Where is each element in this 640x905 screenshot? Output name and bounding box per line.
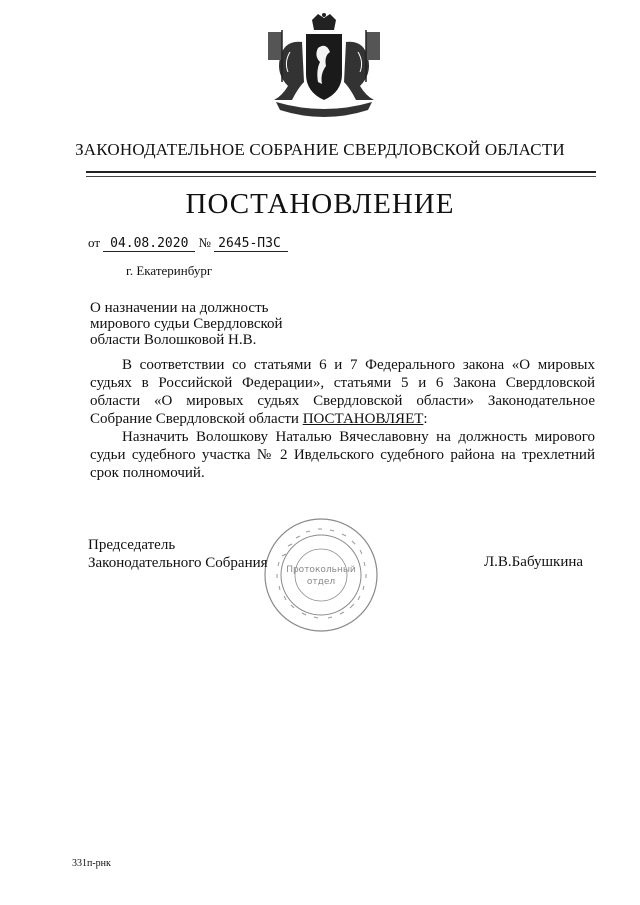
number-prefix: № [198, 235, 211, 250]
header-divider [86, 171, 596, 173]
position-line: Председатель [88, 537, 176, 553]
document-date: 04.08.2020 [103, 236, 195, 252]
date-number-row [88, 235, 288, 252]
stamp-line-2: отдел [306, 577, 336, 587]
document-number: 2645-ПЗС [214, 236, 288, 252]
header-divider-thin [86, 176, 596, 177]
signatory-position [88, 536, 268, 572]
position-line: Законодательного Собрания [88, 555, 268, 571]
organization-title: ЗАКОНОДАТЕЛЬНОЕ СОБРАНИЕ СВЕРДЛОВСКОЙ ОБЛАСТИ [75, 140, 565, 159]
body-paragraph-decision: Назначить Волошкову Наталью Вячеславовну на должность мирового судьи судебного участка № 2 Ивдельского судебного района на трехлетний срок полномочий. [90, 429, 595, 481]
subject-line: мирового судьи Свердловской [90, 316, 283, 332]
coat-of-arms-emblem [262, 12, 386, 130]
resolution-body [90, 356, 595, 482]
resolve-word: ПОСТАНОВЛЯЕТ [302, 411, 424, 427]
signatory-name: Л.В.Бабушкина [484, 554, 584, 570]
stamp-line-1: Протокольный [286, 565, 356, 575]
subject-line: области Волошковой Н.В. [90, 332, 257, 348]
subject-block [90, 300, 350, 348]
city: г. Екатеринбург [126, 263, 213, 278]
document-type-title: ПОСТАНОВЛЕНИЕ [185, 188, 455, 220]
subject-line: О назначении на должность [90, 300, 269, 316]
resolve-suffix: : [423, 411, 428, 427]
protocol-department-stamp [262, 516, 380, 634]
date-prefix: от [88, 235, 101, 250]
footer-code: 331п-рнк [72, 858, 111, 869]
body-paragraph-preamble [90, 356, 595, 428]
preamble-text: В соответствии со статьями 6 и 7 Федерального закона «О мировых судьях в Российской Федерации», статьями 5 и 6 Закона Свердловской области «О мировых судьях Свердловской области» Законодательное Собрание Свердловской области [90, 357, 595, 427]
